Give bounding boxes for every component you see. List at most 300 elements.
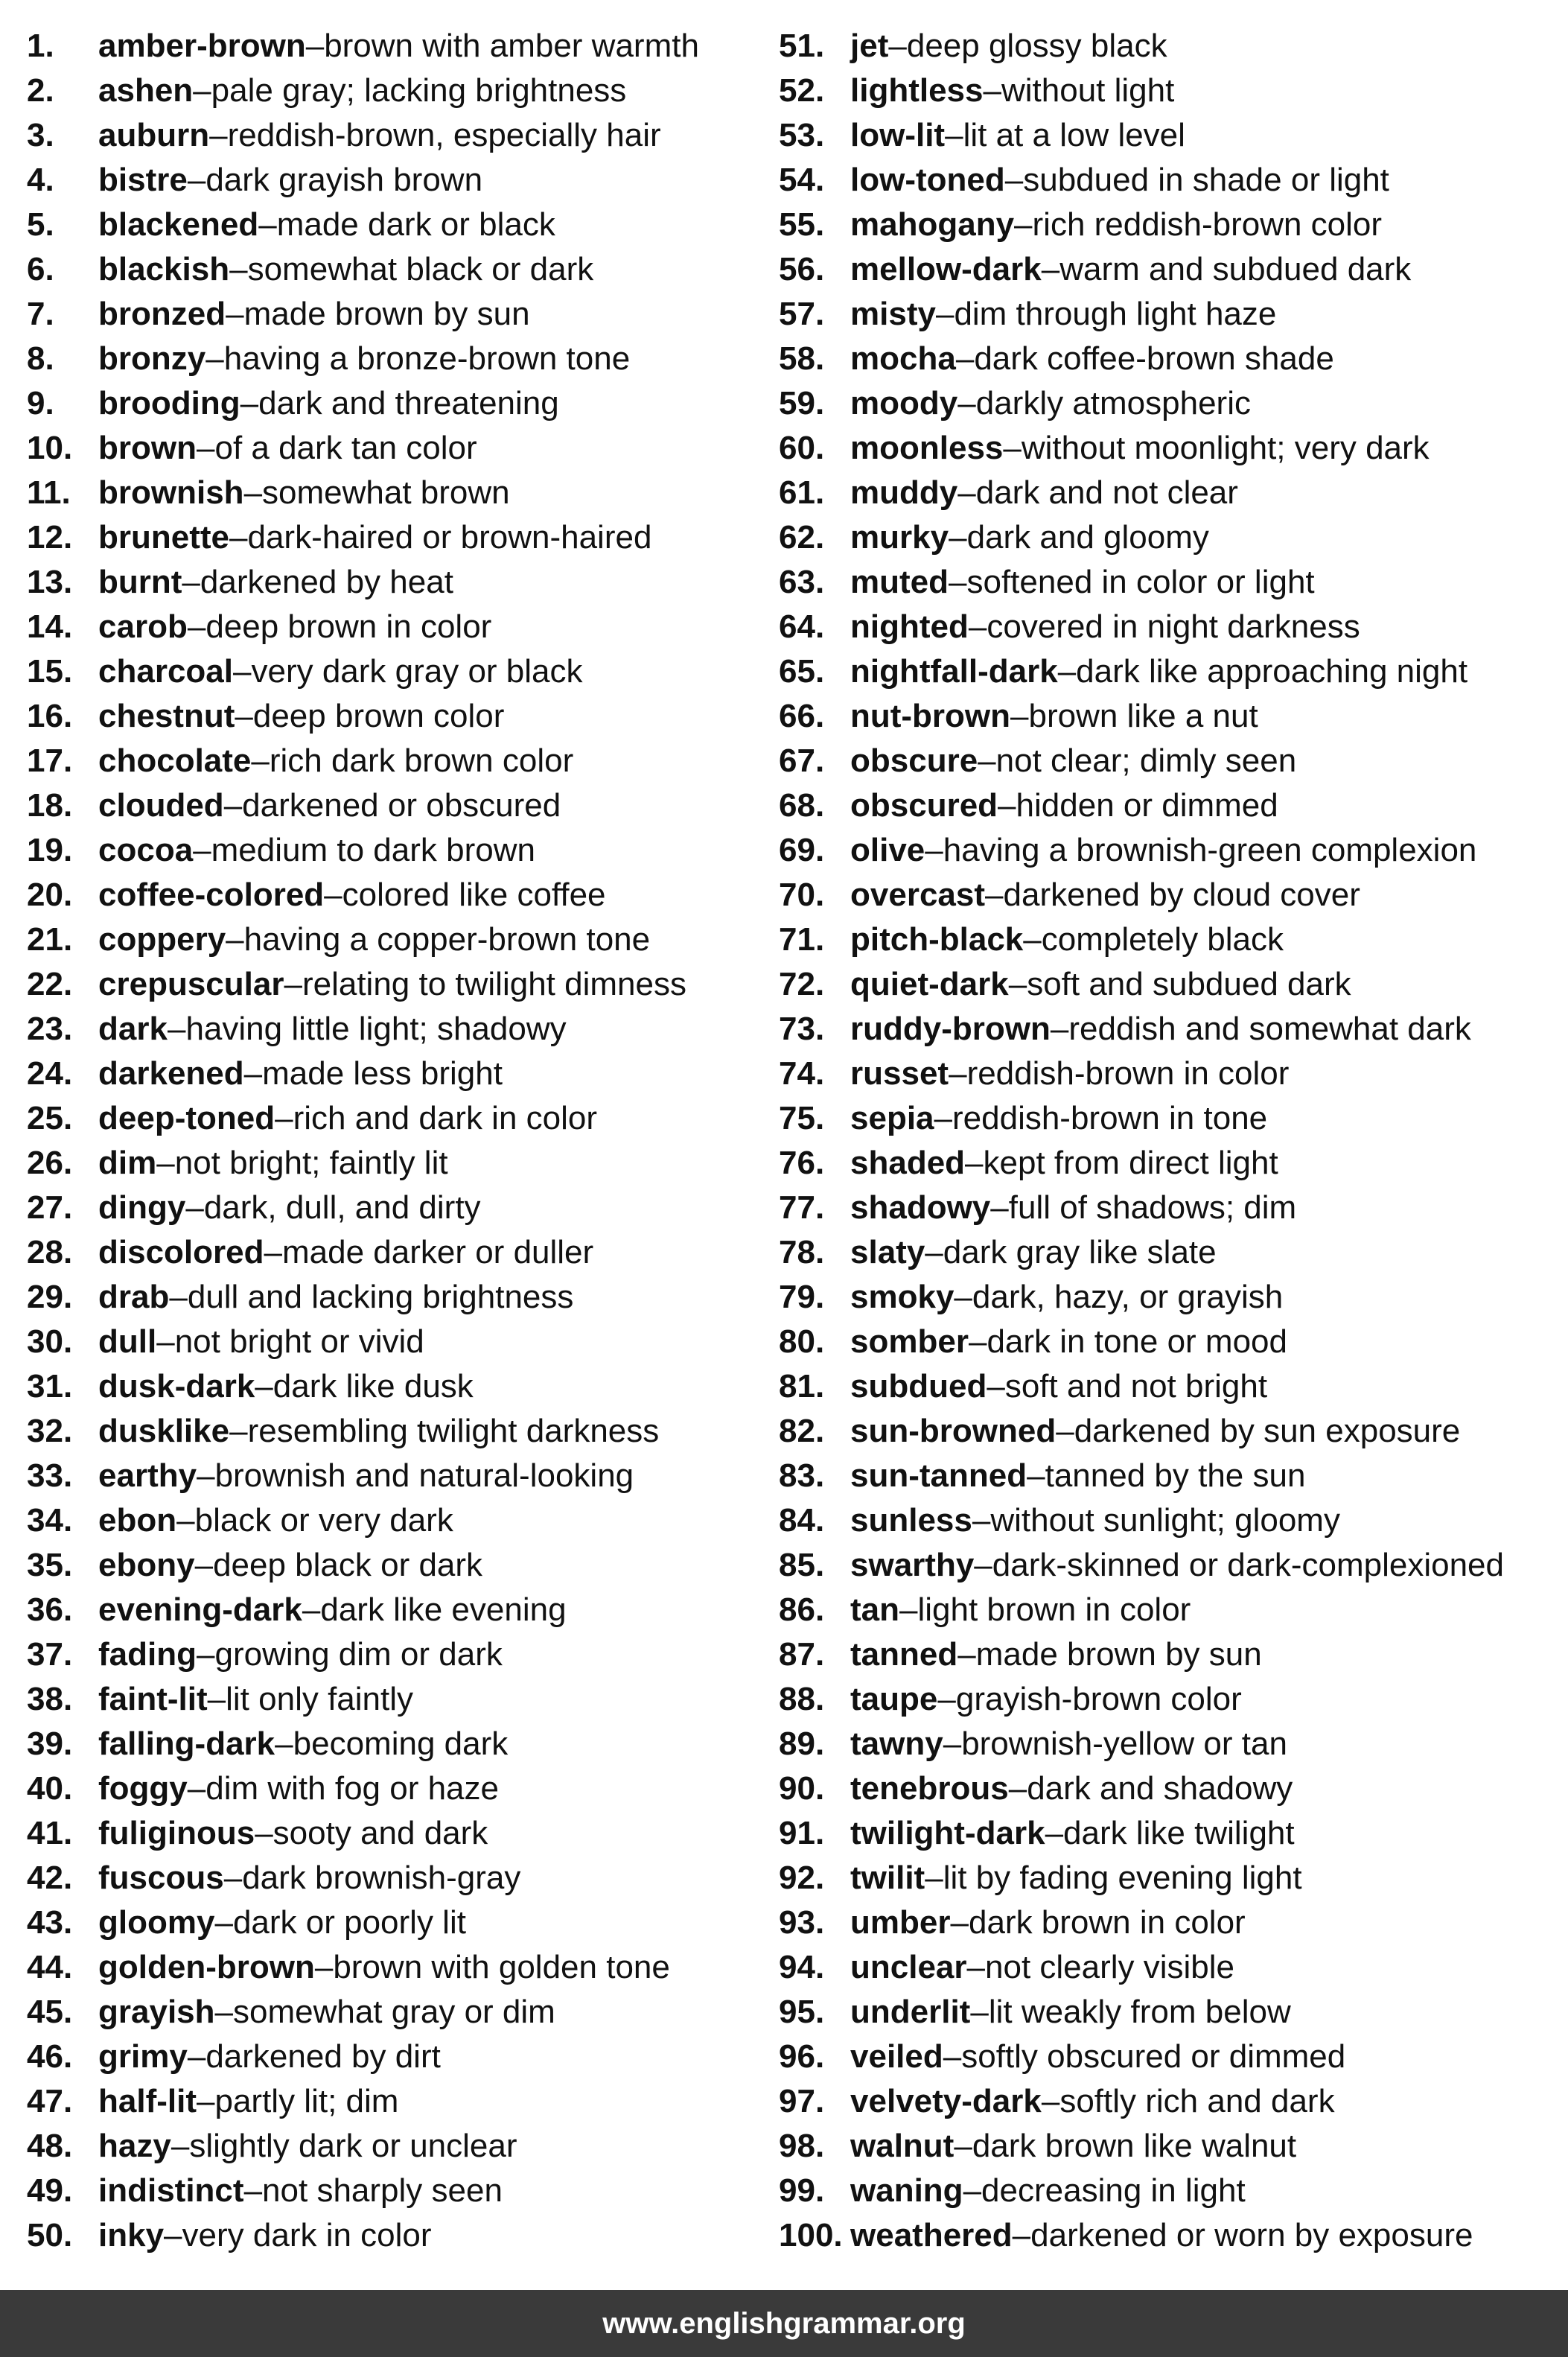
- item-definition: tanned by the sun: [1045, 1457, 1306, 1494]
- item-word: taupe: [850, 1681, 938, 1717]
- item-definition: full of shadows; dim: [1008, 1189, 1297, 1226]
- item-number: 25.: [27, 1100, 73, 1136]
- item-number: 30.: [27, 1323, 73, 1360]
- item-number: 27.: [27, 1189, 73, 1226]
- item-number: 3.: [27, 117, 54, 153]
- item-number: 93.: [779, 1904, 825, 1941]
- item-number: 14.: [27, 608, 73, 645]
- item-number: 66.: [779, 698, 825, 734]
- item-number: 7.: [27, 296, 54, 332]
- item-definition: dark brownish-gray: [242, 1860, 521, 1896]
- list-item: [27, 560, 779, 605]
- item-word: muted: [850, 564, 949, 600]
- item-number: 80.: [779, 1323, 825, 1360]
- list-item: [779, 1052, 1561, 1096]
- item-definition: dark and not clear: [975, 474, 1238, 511]
- item-definition: resembling twilight darkness: [247, 1413, 660, 1449]
- item-definition: sooty and dark: [273, 1815, 488, 1851]
- item-number: 38.: [27, 1681, 73, 1717]
- item-word: half-lit: [98, 2083, 197, 2119]
- list-item: [779, 515, 1561, 560]
- item-number: 22.: [27, 966, 73, 1002]
- list-item: [779, 1096, 1561, 1141]
- item-dash: –: [974, 1547, 992, 1583]
- item-number: 91.: [779, 1815, 825, 1851]
- item-definition: made less bright: [262, 1055, 503, 1092]
- item-dash: –: [998, 787, 1016, 824]
- item-dash: –: [275, 1100, 293, 1136]
- item-word: sun-tanned: [850, 1457, 1027, 1494]
- item-dash: –: [990, 1189, 1009, 1226]
- item-word: charcoal: [98, 653, 233, 690]
- item-word: dim: [98, 1145, 157, 1181]
- item-dash: –: [1023, 921, 1042, 958]
- item-number: 34.: [27, 1502, 73, 1539]
- item-definition: lit by fading evening light: [943, 1860, 1302, 1896]
- item-word: dingy: [98, 1189, 186, 1226]
- item-number: 62.: [779, 519, 825, 556]
- item-dash: –: [934, 1100, 952, 1136]
- item-dash: –: [943, 1725, 962, 1762]
- item-dash: –: [243, 2172, 263, 2209]
- item-word: tenebrous: [850, 1770, 1009, 1807]
- item-definition: soft and not bright: [1004, 1368, 1268, 1405]
- item-dash: –: [888, 28, 907, 64]
- item-dash: –: [1008, 1770, 1027, 1807]
- list-item: [779, 649, 1561, 694]
- list-item: [27, 694, 779, 739]
- list-item: [27, 1409, 779, 1454]
- item-word: tanned: [850, 1636, 958, 1673]
- list-item: [779, 1275, 1561, 1320]
- list-item: [27, 158, 779, 203]
- item-number: 60.: [779, 430, 825, 466]
- item-word: mahogany: [850, 206, 1015, 243]
- item-word: gloomy: [98, 1904, 215, 1941]
- item-number: 59.: [779, 385, 825, 422]
- item-definition: pale gray; lacking brightness: [211, 72, 627, 109]
- item-dash: –: [255, 1815, 273, 1851]
- item-number: 11.: [27, 474, 71, 511]
- item-definition: brown with golden tone: [333, 1949, 670, 1985]
- list-item: [27, 1186, 779, 1230]
- item-number: 92.: [779, 1860, 825, 1896]
- item-dash: –: [987, 1368, 1005, 1405]
- list-item: [779, 2169, 1561, 2213]
- list-item: [27, 783, 779, 828]
- list-item: [779, 1320, 1561, 1364]
- item-number: 96.: [779, 2038, 825, 2075]
- item-word: quiet-dark: [850, 966, 1009, 1002]
- item-dash: –: [949, 1055, 967, 1092]
- item-definition: darkened or obscured: [242, 787, 561, 824]
- item-definition: darkened by dirt: [205, 2038, 441, 2075]
- item-definition: darkened or worn by exposure: [1030, 2217, 1473, 2253]
- item-definition: dull and lacking brightness: [187, 1279, 574, 1315]
- item-number: 1.: [27, 28, 54, 64]
- item-definition: covered in night darkness: [987, 608, 1360, 645]
- item-number: 8.: [27, 340, 54, 377]
- item-definition: dark and threatening: [258, 385, 559, 422]
- list-item: [779, 783, 1561, 828]
- item-number: 75.: [779, 1100, 825, 1136]
- item-dash: –: [264, 1234, 282, 1270]
- item-definition: lit at a low level: [963, 117, 1185, 153]
- list-item: [27, 2079, 779, 2124]
- item-dash: –: [1008, 966, 1027, 1002]
- item-number: 9.: [27, 385, 54, 422]
- item-word: waning: [850, 2172, 963, 2209]
- item-word: obscure: [850, 742, 978, 779]
- list-item: [27, 1856, 779, 1900]
- item-word: blackened: [98, 206, 259, 243]
- item-dash: –: [196, 1636, 215, 1673]
- item-word: tan: [850, 1591, 899, 1628]
- item-word: bistre: [98, 162, 188, 198]
- item-word: nighted: [850, 608, 969, 645]
- item-dash: –: [968, 1323, 987, 1360]
- item-definition: brownish and natural-looking: [214, 1457, 634, 1494]
- item-number: 83.: [779, 1457, 825, 1494]
- item-definition: dim with fog or haze: [205, 1770, 499, 1807]
- footer-bar: [0, 2290, 1568, 2357]
- item-dash: –: [957, 474, 976, 511]
- list-item: [779, 1766, 1561, 1811]
- item-word: misty: [850, 296, 936, 332]
- item-definition: somewhat gray or dim: [233, 1994, 555, 2030]
- item-definition: dark coffee-brown shade: [974, 340, 1334, 377]
- item-definition: rich and dark in color: [293, 1100, 598, 1136]
- item-number: 50.: [27, 2217, 73, 2253]
- item-definition: hidden or dimmed: [1016, 787, 1278, 824]
- item-word: evening-dark: [98, 1591, 302, 1628]
- item-dash: –: [196, 2083, 215, 2119]
- item-dash: –: [187, 2038, 206, 2075]
- item-word: discolored: [98, 1234, 264, 1270]
- item-definition: dim through light haze: [954, 296, 1277, 332]
- item-definition: dark or poorly lit: [232, 1904, 466, 1941]
- item-word: swarthy: [850, 1547, 975, 1583]
- item-definition: made dark or black: [276, 206, 555, 243]
- item-word: veiled: [850, 2038, 943, 2075]
- item-number: 43.: [27, 1904, 73, 1941]
- item-dash: –: [223, 787, 243, 824]
- item-dash: –: [972, 1502, 991, 1539]
- list-item: [779, 1945, 1561, 1990]
- item-definition: softened in color or light: [966, 564, 1315, 600]
- item-number: 77.: [779, 1189, 825, 1226]
- item-word: earthy: [98, 1457, 197, 1494]
- item-word: weathered: [850, 2217, 1013, 2253]
- item-word: somber: [850, 1323, 969, 1360]
- item-definition: without light: [1001, 72, 1175, 109]
- item-dash: –: [229, 519, 248, 556]
- list-item: [27, 1945, 779, 1990]
- item-number: 32.: [27, 1413, 73, 1449]
- item-definition: darkened by cloud cover: [1003, 877, 1360, 913]
- list-item: [27, 2124, 779, 2169]
- list-item: [779, 2035, 1561, 2079]
- item-dash: –: [193, 832, 211, 868]
- list-item: [779, 962, 1561, 1007]
- item-word: bronzy: [98, 340, 206, 377]
- word-list-left-column: [27, 24, 779, 2258]
- list-item: [779, 873, 1561, 917]
- item-word: deep-toned: [98, 1100, 275, 1136]
- item-word: murky: [850, 519, 949, 556]
- item-definition: reddish-brown in color: [966, 1055, 1290, 1092]
- item-number: 39.: [27, 1725, 73, 1762]
- item-dash: –: [949, 564, 967, 600]
- item-dash: –: [156, 1323, 175, 1360]
- item-word: umber: [850, 1904, 951, 1941]
- item-dash: –: [966, 1949, 985, 1985]
- list-item: [27, 426, 779, 471]
- item-dash: –: [196, 430, 215, 466]
- item-word: ebony: [98, 1547, 195, 1583]
- item-number: 16.: [27, 698, 73, 734]
- list-item: [779, 1811, 1561, 1856]
- item-definition: brown like a nut: [1028, 698, 1258, 734]
- list-item: [779, 739, 1561, 783]
- item-word: hazy: [98, 2128, 171, 2164]
- list-item: [779, 2213, 1561, 2258]
- item-dash: –: [963, 2172, 982, 2209]
- list-item: [779, 1677, 1561, 1722]
- item-word: brownish: [98, 474, 244, 511]
- item-word: dusklike: [98, 1413, 230, 1449]
- item-number: 10.: [27, 430, 73, 466]
- item-definition: light brown in color: [917, 1591, 1191, 1628]
- item-word: coffee-colored: [98, 877, 325, 913]
- item-dash: –: [1045, 1815, 1064, 1851]
- item-definition: not clearly visible: [985, 1949, 1235, 1985]
- list-item: [779, 471, 1561, 515]
- item-number: 17.: [27, 742, 73, 779]
- item-number: 42.: [27, 1860, 73, 1896]
- item-definition: black or very dark: [194, 1502, 453, 1539]
- item-dash: –: [167, 1011, 186, 1047]
- item-number: 49.: [27, 2172, 73, 2209]
- item-number: 98.: [779, 2128, 825, 2164]
- item-word: low-toned: [850, 162, 1005, 198]
- item-dash: –: [943, 2038, 962, 2075]
- item-dash: –: [243, 1055, 263, 1092]
- item-dash: –: [957, 385, 976, 422]
- item-dash: –: [214, 1904, 233, 1941]
- item-definition: reddish and somewhat dark: [1068, 1011, 1471, 1047]
- item-definition: grayish-brown color: [955, 1681, 1242, 1717]
- list-item: [779, 2079, 1561, 2124]
- list-item: [27, 337, 779, 381]
- item-word: twilit: [850, 1860, 925, 1896]
- item-dash: –: [1041, 251, 1060, 287]
- item-definition: not bright; faintly lit: [174, 1145, 448, 1181]
- item-definition: warm and subdued dark: [1059, 251, 1412, 287]
- item-definition: softly rich and dark: [1059, 2083, 1335, 2119]
- list-item: [779, 605, 1561, 649]
- item-definition: brownish-yellow or tan: [961, 1725, 1287, 1762]
- item-dash: –: [1014, 206, 1033, 243]
- item-number: 35.: [27, 1547, 73, 1583]
- list-item: [27, 1096, 779, 1141]
- item-number: 41.: [27, 1815, 73, 1851]
- list-item: [27, 1677, 779, 1722]
- item-number: 53.: [779, 117, 825, 153]
- list-item: [779, 381, 1561, 426]
- item-number: 67.: [779, 742, 825, 779]
- item-definition: somewhat black or dark: [247, 251, 594, 287]
- item-word: shadowy: [850, 1189, 991, 1226]
- item-word: twilight-dark: [850, 1815, 1045, 1851]
- list-item: [779, 1498, 1561, 1543]
- item-number: 12.: [27, 519, 73, 556]
- item-definition: subdued in shade or light: [1023, 162, 1389, 198]
- item-definition: without sunlight; gloomy: [990, 1502, 1340, 1539]
- list-item: [27, 292, 779, 337]
- item-word: muddy: [850, 474, 958, 511]
- list-item: [779, 1990, 1561, 2035]
- item-definition: brown with amber warmth: [324, 28, 699, 64]
- item-word: mocha: [850, 340, 956, 377]
- item-definition: dark like approaching night: [1076, 653, 1468, 690]
- list-item: [27, 1007, 779, 1052]
- list-item: [27, 1900, 779, 1945]
- item-word: unclear: [850, 1949, 967, 1985]
- item-word: grayish: [98, 1994, 215, 2030]
- item-word: dusk-dark: [98, 1368, 255, 1405]
- item-dash: –: [925, 1234, 943, 1270]
- item-number: 74.: [779, 1055, 825, 1092]
- item-definition: rich dark brown color: [269, 742, 574, 779]
- item-definition: medium to dark brown: [211, 832, 535, 868]
- list-item: [27, 605, 779, 649]
- item-definition: deep brown color: [252, 698, 505, 734]
- list-item: [27, 649, 779, 694]
- item-number: 88.: [779, 1681, 825, 1717]
- item-dash: –: [185, 1189, 204, 1226]
- item-word: golden-brown: [98, 1949, 315, 1985]
- list-item: [27, 1588, 779, 1632]
- item-word: carob: [98, 608, 188, 645]
- item-number: 72.: [779, 966, 825, 1002]
- item-definition: slightly dark or unclear: [189, 2128, 517, 2164]
- item-dash: –: [983, 72, 1001, 109]
- list-item: [27, 1320, 779, 1364]
- item-word: moody: [850, 385, 958, 422]
- list-item: [27, 247, 779, 292]
- list-item: [27, 828, 779, 873]
- item-word: clouded: [98, 787, 224, 824]
- item-word: smoky: [850, 1279, 954, 1315]
- item-number: 99.: [779, 2172, 825, 2209]
- list-item: [779, 1141, 1561, 1186]
- item-word: indistinct: [98, 2172, 244, 2209]
- item-dash: –: [170, 2128, 190, 2164]
- item-number: 95.: [779, 1994, 825, 2030]
- item-word: overcast: [850, 877, 986, 913]
- item-dash: –: [985, 877, 1004, 913]
- item-number: 23.: [27, 1011, 73, 1047]
- item-word: ashen: [98, 72, 194, 109]
- item-dash: –: [176, 1502, 195, 1539]
- item-number: 90.: [779, 1770, 825, 1807]
- item-dash: –: [223, 1860, 243, 1896]
- item-dash: –: [205, 340, 224, 377]
- list-item: [27, 1543, 779, 1588]
- item-number: 64.: [779, 608, 825, 645]
- item-dash: –: [1056, 1413, 1074, 1449]
- list-item: [27, 1364, 779, 1409]
- item-definition: colored like coffee: [342, 877, 606, 913]
- item-definition: reddish-brown, especially hair: [227, 117, 661, 153]
- item-dash: –: [954, 2128, 972, 2164]
- item-word: jet: [850, 28, 889, 64]
- list-item: [27, 1230, 779, 1275]
- item-dash: –: [240, 385, 259, 422]
- item-definition: of a dark tan color: [214, 430, 477, 466]
- list-item: [27, 2169, 779, 2213]
- item-number: 82.: [779, 1413, 825, 1449]
- item-dash: –: [169, 1279, 188, 1315]
- word-list-right-column: [779, 24, 1561, 2258]
- item-dash: –: [950, 1904, 969, 1941]
- item-number: 6.: [27, 251, 54, 287]
- list-item: [779, 1409, 1561, 1454]
- item-dash: –: [955, 340, 975, 377]
- item-definition: growing dim or dark: [214, 1636, 503, 1673]
- item-word: crepuscular: [98, 966, 284, 1002]
- item-dash: –: [284, 966, 302, 1002]
- item-number: 86.: [779, 1591, 825, 1628]
- item-definition: dark, hazy, or grayish: [972, 1279, 1284, 1315]
- item-definition: very dark in color: [182, 2217, 432, 2253]
- list-item: [27, 1811, 779, 1856]
- item-dash: –: [954, 1279, 972, 1315]
- item-number: 13.: [27, 564, 73, 600]
- item-number: 97.: [779, 2083, 825, 2119]
- item-number: 76.: [779, 1145, 825, 1181]
- item-number: 58.: [779, 340, 825, 377]
- item-dash: –: [925, 1860, 943, 1896]
- item-dash: –: [187, 162, 206, 198]
- item-number: 19.: [27, 832, 73, 868]
- list-item: [779, 1856, 1561, 1900]
- item-word: darkened: [98, 1055, 244, 1092]
- item-number: 26.: [27, 1145, 73, 1181]
- list-item: [27, 2035, 779, 2079]
- item-dash: –: [182, 564, 200, 600]
- item-number: 2.: [27, 72, 54, 109]
- item-number: 61.: [779, 474, 825, 511]
- item-definition: darkened by sun exposure: [1074, 1413, 1461, 1449]
- item-definition: dark gray like slate: [943, 1234, 1217, 1270]
- item-dash: –: [229, 251, 248, 287]
- item-word: tawny: [850, 1725, 943, 1762]
- item-dash: –: [1057, 653, 1077, 690]
- item-dash: –: [197, 1457, 215, 1494]
- item-dash: –: [207, 1681, 226, 1717]
- list-item: [779, 292, 1561, 337]
- item-word: grimy: [98, 2038, 188, 2075]
- list-item: [27, 1454, 779, 1498]
- item-number: 44.: [27, 1949, 73, 1985]
- item-definition: dark like twilight: [1063, 1815, 1295, 1851]
- list-item: [779, 1900, 1561, 1945]
- item-word: walnut: [850, 2128, 954, 2164]
- item-definition: soft and subdued dark: [1027, 966, 1351, 1002]
- item-definition: dark like evening: [320, 1591, 567, 1628]
